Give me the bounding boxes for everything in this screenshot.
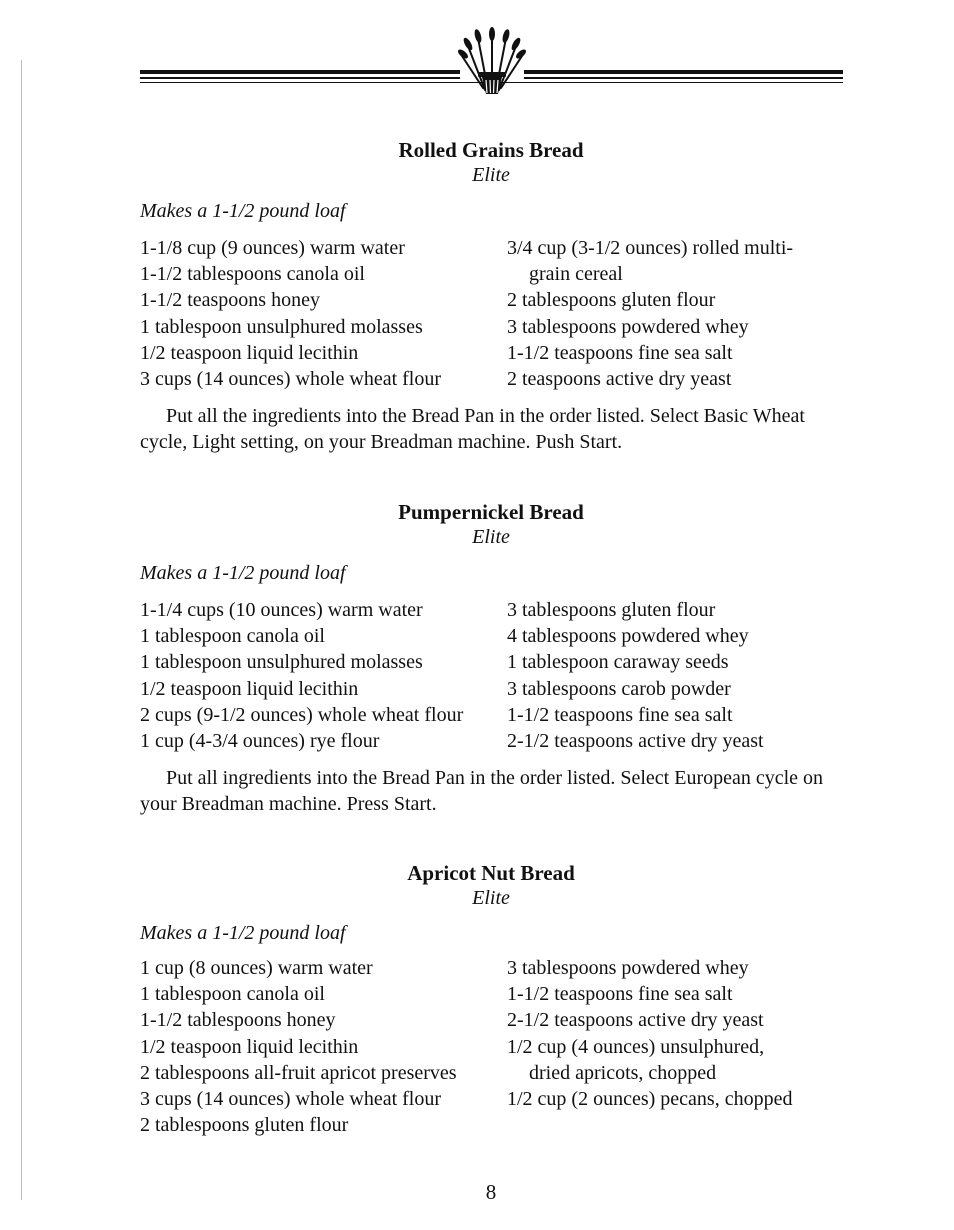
- page-number: 8: [485, 1180, 497, 1204]
- ingredient-item: 2 tablespoons gluten flour: [140, 1114, 349, 1137]
- scan-margin-line: [21, 60, 22, 1200]
- recipe-title: Apricot Nut Bread: [407, 861, 575, 885]
- ingredient-item: 3 cups (14 ounces) whole wheat flour: [140, 368, 442, 391]
- recipe-title: Rolled Grains Bread: [398, 138, 584, 162]
- ingredient-item: 1 tablespoon caraway seeds: [507, 651, 729, 674]
- ingredient-item: 3 tablespoons powdered whey: [507, 315, 749, 338]
- recipe-directions: Put all ingredients into the Bread Pan in the order listed. Select European cycle on your Breadman machine. Press Start.: [140, 767, 824, 815]
- ingredient-item: 2 teaspoons active dry yeast: [507, 368, 732, 391]
- ingredient-item: 1-1/2 teaspoons honey: [140, 289, 320, 312]
- ingredient-list-left: [140, 597, 505, 754]
- ingredient-list-left: [140, 235, 505, 392]
- ingredient-item: 2 tablespoons all-fruit apricot preserves: [140, 1061, 457, 1084]
- ingredient-list-right: [507, 235, 837, 392]
- recipe-yield: Makes a 1-1/2 pound loaf: [140, 922, 346, 944]
- recipe-subtitle: Elite: [472, 164, 510, 186]
- recipe-yield: Makes a 1-1/2 pound loaf: [140, 562, 346, 584]
- ingredient-item: 1 tablespoon unsulphured molasses: [140, 315, 423, 338]
- ingredient-list-right: [507, 597, 837, 754]
- ingredient-item: 3 tablespoons carob powder: [507, 677, 731, 700]
- ingredient-item: 1-1/2 teaspoons fine sea salt: [507, 703, 733, 726]
- ingredient-item-continued: grain cereal: [529, 263, 623, 286]
- ingredient-item: 1/2 teaspoon liquid lecithin: [140, 341, 359, 364]
- recipe-subtitle: Elite: [472, 526, 510, 548]
- ingredient-item: 1-1/2 tablespoons canola oil: [140, 263, 365, 286]
- ingredient-item: 1-1/4 cups (10 ounces) warm water: [140, 599, 423, 621]
- ingredient-item: 1 tablespoon unsulphured molasses: [140, 651, 423, 674]
- ingredient-item: 2-1/2 teaspoons active dry yeast: [507, 730, 764, 753]
- recipe-title: Pumpernickel Bread: [398, 500, 584, 524]
- recipe-yield: Makes a 1-1/2 pound loaf: [140, 200, 346, 222]
- ingredient-item: 3 tablespoons gluten flour: [507, 599, 716, 621]
- recipe-subtitle: Elite: [472, 887, 510, 909]
- ingredient-item: 1/2 teaspoon liquid lecithin: [140, 1035, 359, 1058]
- ingredient-list-left: [140, 955, 505, 1138]
- ingredient-item: 1 tablespoon canola oil: [140, 983, 325, 1006]
- wheat-sheaf-icon: [458, 24, 526, 96]
- ingredient-item: 3 cups (14 ounces) whole wheat flour: [140, 1088, 442, 1111]
- ingredient-item: 1/2 teaspoon liquid lecithin: [140, 677, 359, 700]
- ingredient-item: 1-1/2 teaspoons fine sea salt: [507, 341, 733, 364]
- ingredient-item: 2 cups (9-1/2 ounces) whole wheat flour: [140, 703, 464, 726]
- ingredient-item: 2-1/2 teaspoons active dry yeast: [507, 1009, 764, 1032]
- ingredient-item: 1 tablespoon canola oil: [140, 625, 325, 648]
- recipe-directions: Put all the ingredients into the Bread Pan in the order listed. Select Basic Wheat cycle, Light setting, on your Breadman machine. Push Start.: [140, 405, 805, 453]
- ingredient-item: 1/2 cup (2 ounces) pecans, chopped: [507, 1088, 793, 1111]
- ingredient-item: 3 tablespoons powdered whey: [507, 957, 749, 979]
- ingredient-item-continued: dried apricots, chopped: [529, 1061, 717, 1084]
- ingredient-item: 1 cup (8 ounces) warm water: [140, 957, 373, 979]
- ingredient-item: 2 tablespoons gluten flour: [507, 289, 716, 312]
- ingredient-item: 4 tablespoons powdered whey: [507, 625, 749, 648]
- ingredient-item: 1-1/2 teaspoons fine sea salt: [507, 983, 733, 1006]
- ingredient-list-right: [507, 955, 837, 1112]
- ingredient-item: 1-1/2 tablespoons honey: [140, 1009, 336, 1032]
- ingredient-item: 1/2 cup (4 ounces) unsulphured,: [507, 1035, 765, 1058]
- ingredient-item: 3/4 cup (3-1/2 ounces) rolled multi-: [507, 237, 794, 259]
- ingredient-item: 1 cup (4-3/4 ounces) rye flour: [140, 730, 380, 753]
- ingredient-item: 1-1/8 cup (9 ounces) warm water: [140, 237, 405, 259]
